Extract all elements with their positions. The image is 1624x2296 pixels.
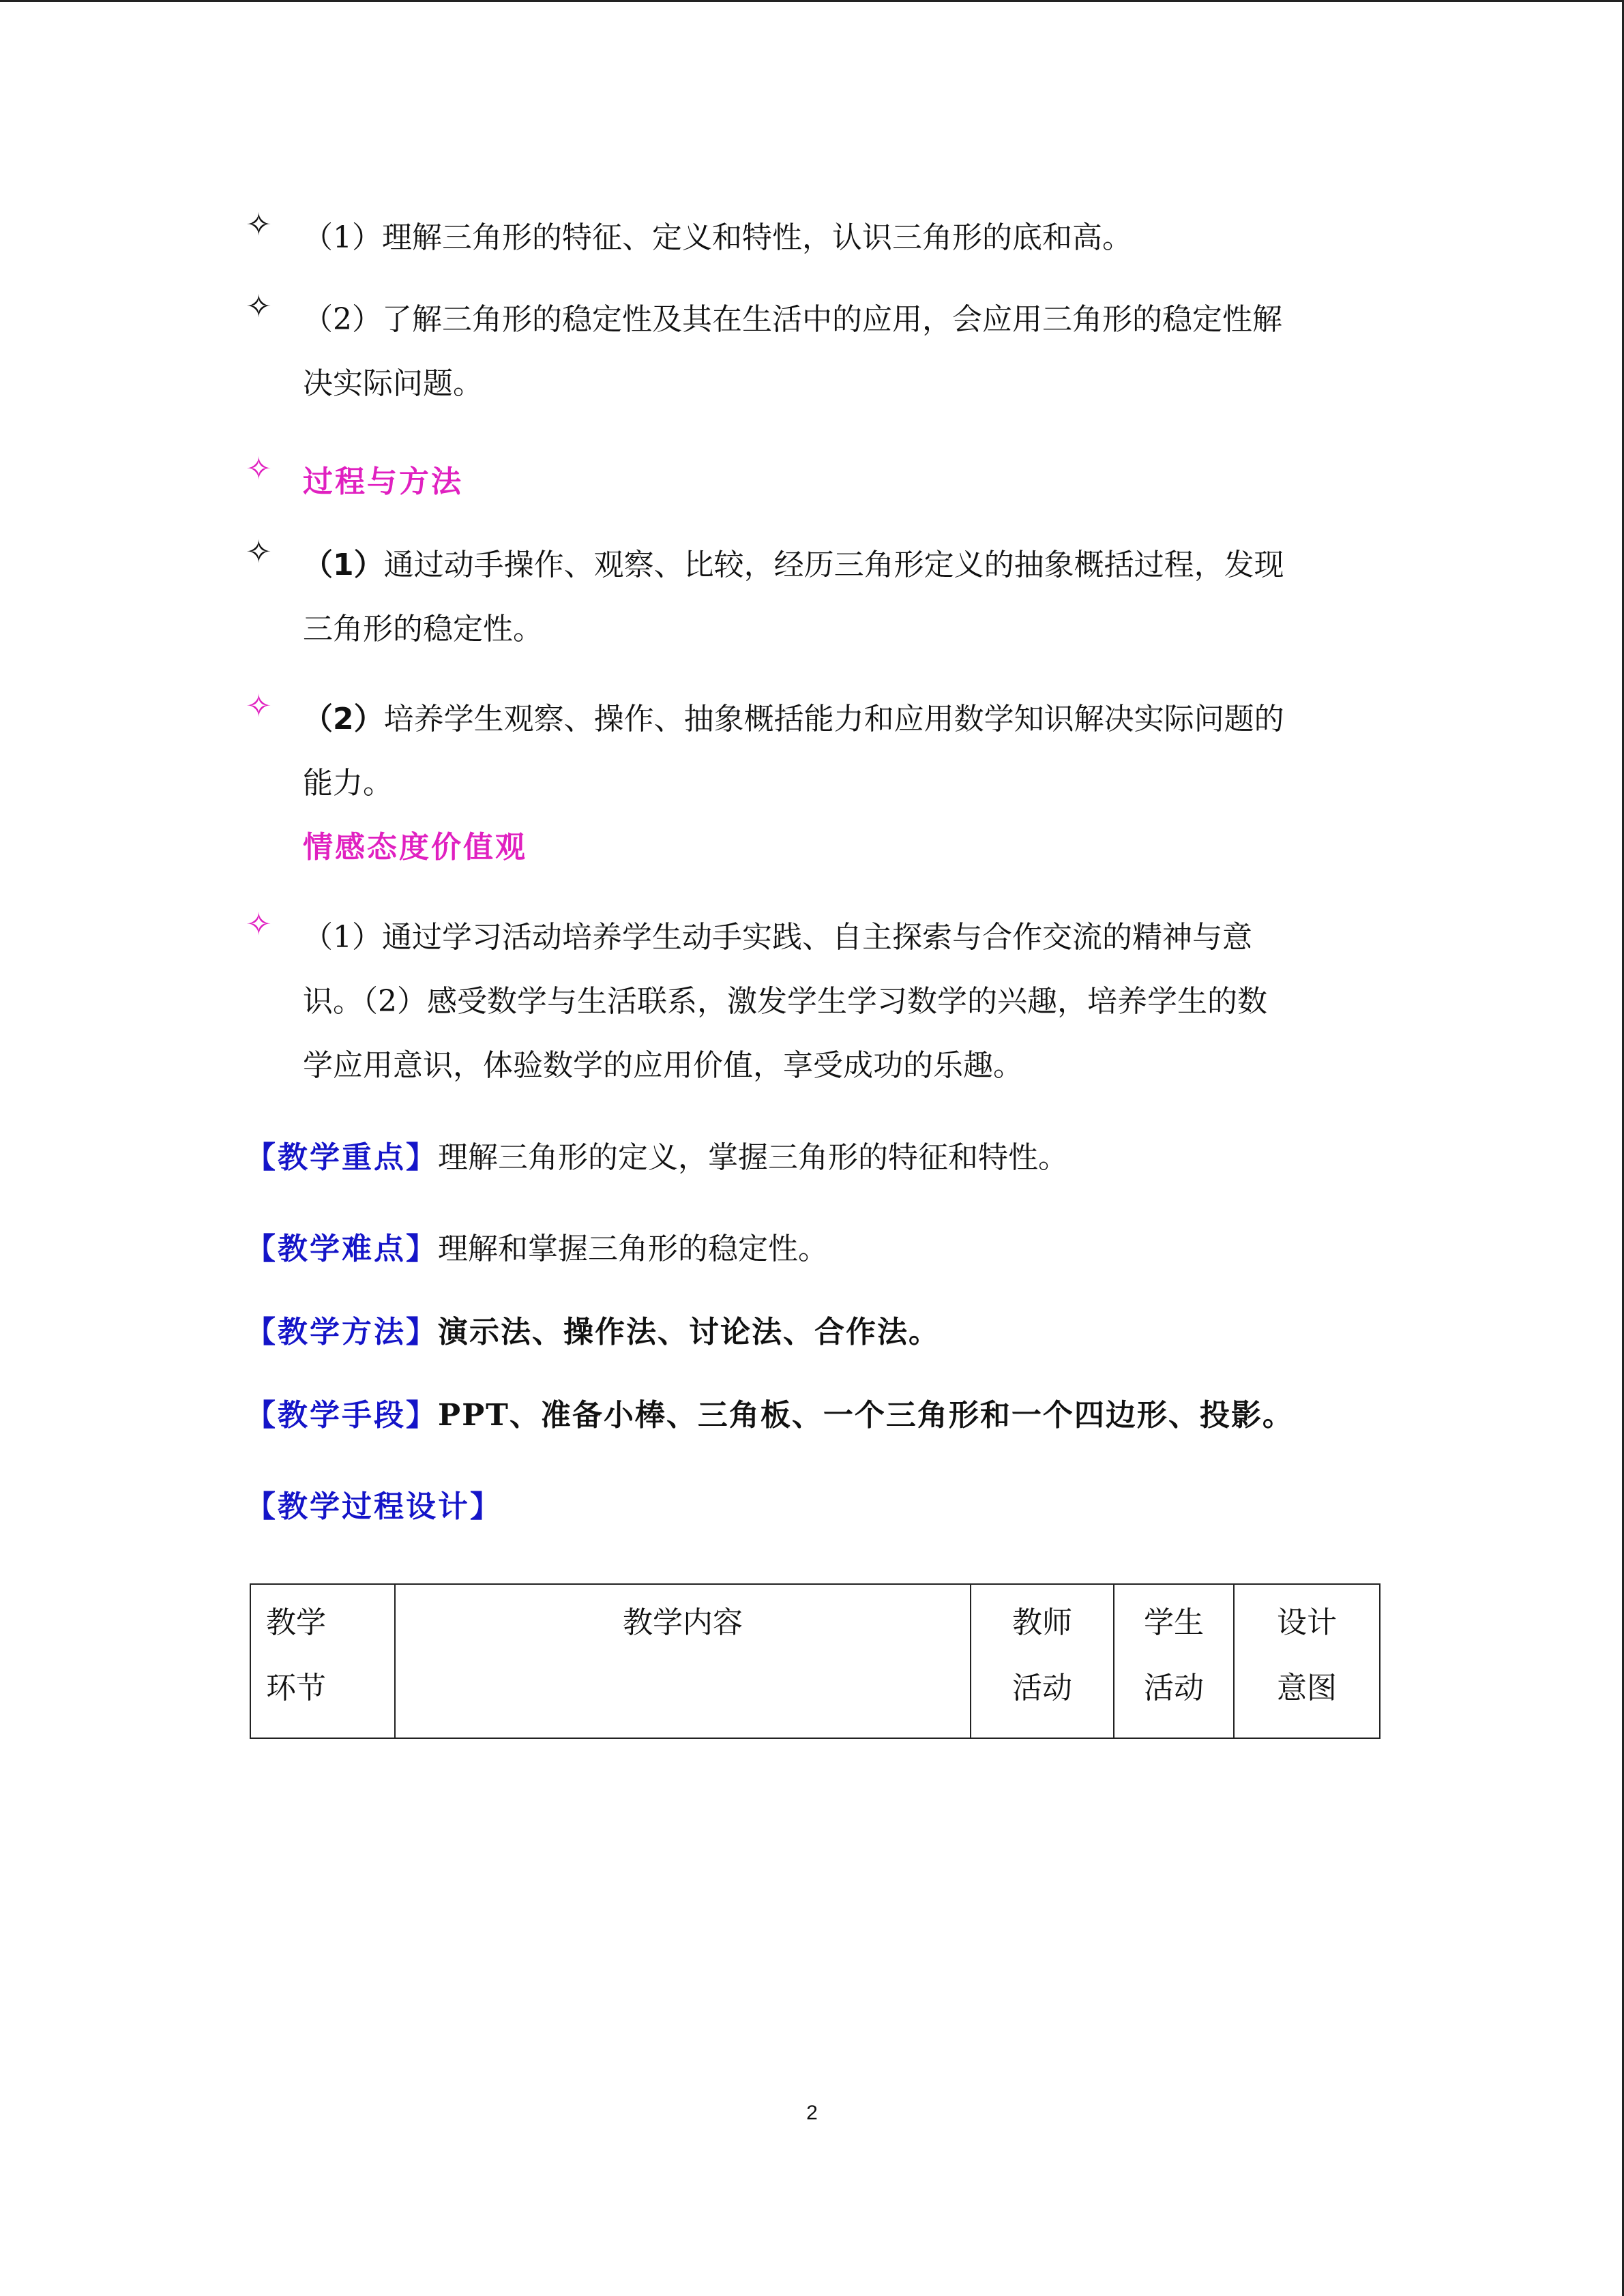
objective-item-2-line-2: 决实际问题。 <box>303 366 483 401</box>
process-item-1-number: （1） <box>303 548 384 582</box>
page-number: 2 <box>806 2102 818 2124</box>
table-header-cell <box>1234 1584 1380 1738</box>
table-row <box>250 1584 1380 1738</box>
diamond-star-icon: ✧ <box>246 288 272 325</box>
teaching-means-text: PPT、准备小棒、三角板、一个三角形和一个四边形、投影。 <box>438 1398 1294 1433</box>
diamond-star-icon: ✧ <box>246 206 272 243</box>
teaching-focus <box>246 1137 1405 1178</box>
process-item-2-text <box>303 687 1387 880</box>
table-header-line: 学生 <box>1144 1605 1204 1640</box>
table-header-line: 教师 <box>1012 1605 1072 1640</box>
table-header-line: 活动 <box>1012 1671 1072 1705</box>
process-heading: 过程与方法 <box>303 464 463 499</box>
teaching-focus-text: 理解三角形的定义，掌握三角形的特征和特性。 <box>438 1140 1068 1175</box>
table-header-line: 活动 <box>1144 1671 1204 1705</box>
table-header-cell <box>1114 1584 1234 1738</box>
process-item-2-number: （2） <box>303 702 384 736</box>
teaching-process-design-label: 【教学过程设计】 <box>246 1489 502 1524</box>
teaching-means <box>246 1395 1405 1436</box>
teaching-focus-label: 【教学重点】 <box>246 1140 438 1175</box>
teaching-method-label: 【教学方法】 <box>246 1315 438 1350</box>
table-header-line: 教学 <box>266 1605 326 1640</box>
emotion-heading: 情感态度价值观 <box>303 830 527 865</box>
objective-item-1-text: （1）理解三角形的特征、定义和特性，认识三角形的底和高。 <box>303 220 1132 255</box>
process-item-2-line-1-text: 培养学生观察、操作、抽象概括能力和应用数学知识解决实际问题的 <box>383 702 1284 736</box>
table-header-cell <box>250 1584 395 1738</box>
process-item-1-line-1 <box>303 533 1387 597</box>
diamond-star-icon: ✧ <box>246 450 272 487</box>
diamond-star-icon: ✧ <box>246 906 272 942</box>
diamond-star-icon: ✧ <box>246 687 272 724</box>
teaching-method <box>246 1312 1405 1353</box>
emotion-line-2: 识。（2）感受数学与生活联系，激发学生学习数学的兴趣，培养学生的数 <box>303 984 1267 1019</box>
teaching-means-label: 【教学手段】 <box>246 1398 438 1433</box>
process-item-2-line-2: 能力。 <box>303 766 393 801</box>
table-header-line: 设计 <box>1277 1605 1337 1640</box>
table-header-line: 意图 <box>1277 1671 1337 1705</box>
teaching-plan-table <box>250 1583 1381 1739</box>
diamond-star-icon: ✧ <box>246 533 272 570</box>
table-header-line: 环节 <box>266 1671 326 1705</box>
process-item-1-line-2: 三角形的稳定性。 <box>303 612 543 646</box>
teaching-method-text: 演示法、操作法、讨论法、合作法。 <box>438 1315 940 1350</box>
emotion-line-1: （1）通过学习活动培养学生动手实践、自主探索与合作交流的精神与意 <box>303 920 1252 955</box>
teaching-difficulty <box>246 1229 1405 1270</box>
process-item-1-text <box>303 533 1387 661</box>
teaching-process-design <box>246 1487 1405 1527</box>
objective-item-2-line-1: （2）了解三角形的稳定性及其在生活中的应用，会应用三角形的稳定性解 <box>303 302 1282 337</box>
process-item-2-line-1 <box>303 687 1387 751</box>
table-header-cell <box>971 1584 1114 1738</box>
table-header-line: 教学内容 <box>623 1605 743 1640</box>
table-header-cell <box>395 1584 971 1738</box>
emotion-item-text <box>303 906 1387 1098</box>
objective-item-2-text <box>303 288 1387 416</box>
page-border-top <box>0 0 1624 2</box>
teaching-difficulty-text: 理解和掌握三角形的稳定性。 <box>438 1232 828 1266</box>
teaching-difficulty-label: 【教学难点】 <box>246 1232 438 1266</box>
emotion-line-3: 学应用意识，体验数学的应用价值，享受成功的乐趣。 <box>303 1048 1023 1083</box>
process-item-1-line-1-text: 通过动手操作、观察、比较，经历三角形定义的抽象概括过程，发现 <box>383 548 1284 582</box>
